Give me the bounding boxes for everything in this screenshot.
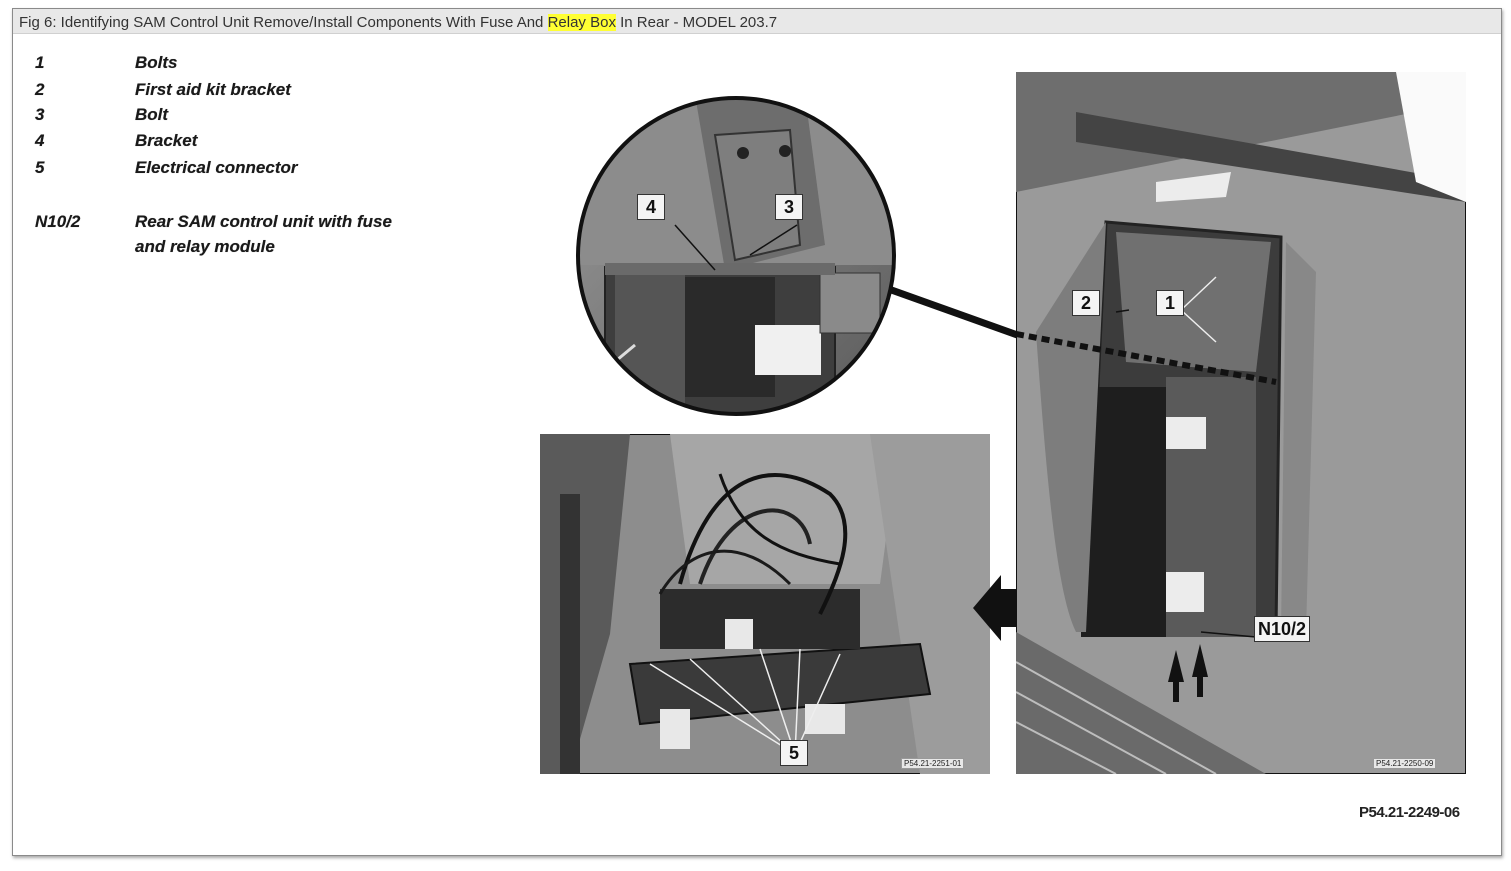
direction-arrow-icon <box>973 575 1019 641</box>
figure-reference: P54.21-2249-06 <box>1359 804 1460 821</box>
legend-num-3: 3 <box>35 105 45 124</box>
connector-photo <box>540 434 990 774</box>
legend-desc-n10: Rear SAM control unit with fuse <box>135 212 392 231</box>
legend-desc-2: First aid kit bracket <box>135 80 291 99</box>
callout-4: 4 <box>637 194 665 220</box>
legend-num-4: 4 <box>35 131 45 150</box>
figure-title <box>19 14 777 31</box>
legend-desc-4: Bracket <box>135 131 198 150</box>
callout-n10-2: N10/2 <box>1254 616 1310 642</box>
legend-num-2: 2 <box>35 80 45 99</box>
leader-line <box>883 279 1023 359</box>
legend-desc-5: Electrical connector <box>135 158 298 177</box>
inset-circle-photo <box>575 95 897 417</box>
title-text: Fig 6: Identifying SAM Control Unit Remove/Install Components With Fuse And <box>19 14 548 31</box>
legend-desc-3: Bolt <box>135 105 169 124</box>
callout-5: 5 <box>780 740 808 766</box>
callout-3: 3 <box>775 194 803 220</box>
legend-desc-1: Bolts <box>135 53 178 72</box>
photo-ref-right: P54.21-2250-09 <box>1373 758 1436 769</box>
figure-frame <box>12 8 1502 856</box>
legend-num-5: 5 <box>35 158 45 177</box>
legend-num-n10: N10/2 <box>35 212 81 231</box>
title-text-end: In Rear - MODEL 203.7 <box>615 14 778 31</box>
photo-ref-left: P54.21-2251-01 <box>901 758 964 769</box>
callout-2: 2 <box>1072 290 1100 316</box>
legend-desc-n10-line2: and relay module <box>135 237 275 256</box>
trunk-photo <box>1016 72 1466 774</box>
legend-num-1: 1 <box>35 53 45 72</box>
title-bar <box>13 9 1501 34</box>
title-highlight: Relay Box <box>547 14 616 31</box>
callout-1: 1 <box>1156 290 1184 316</box>
